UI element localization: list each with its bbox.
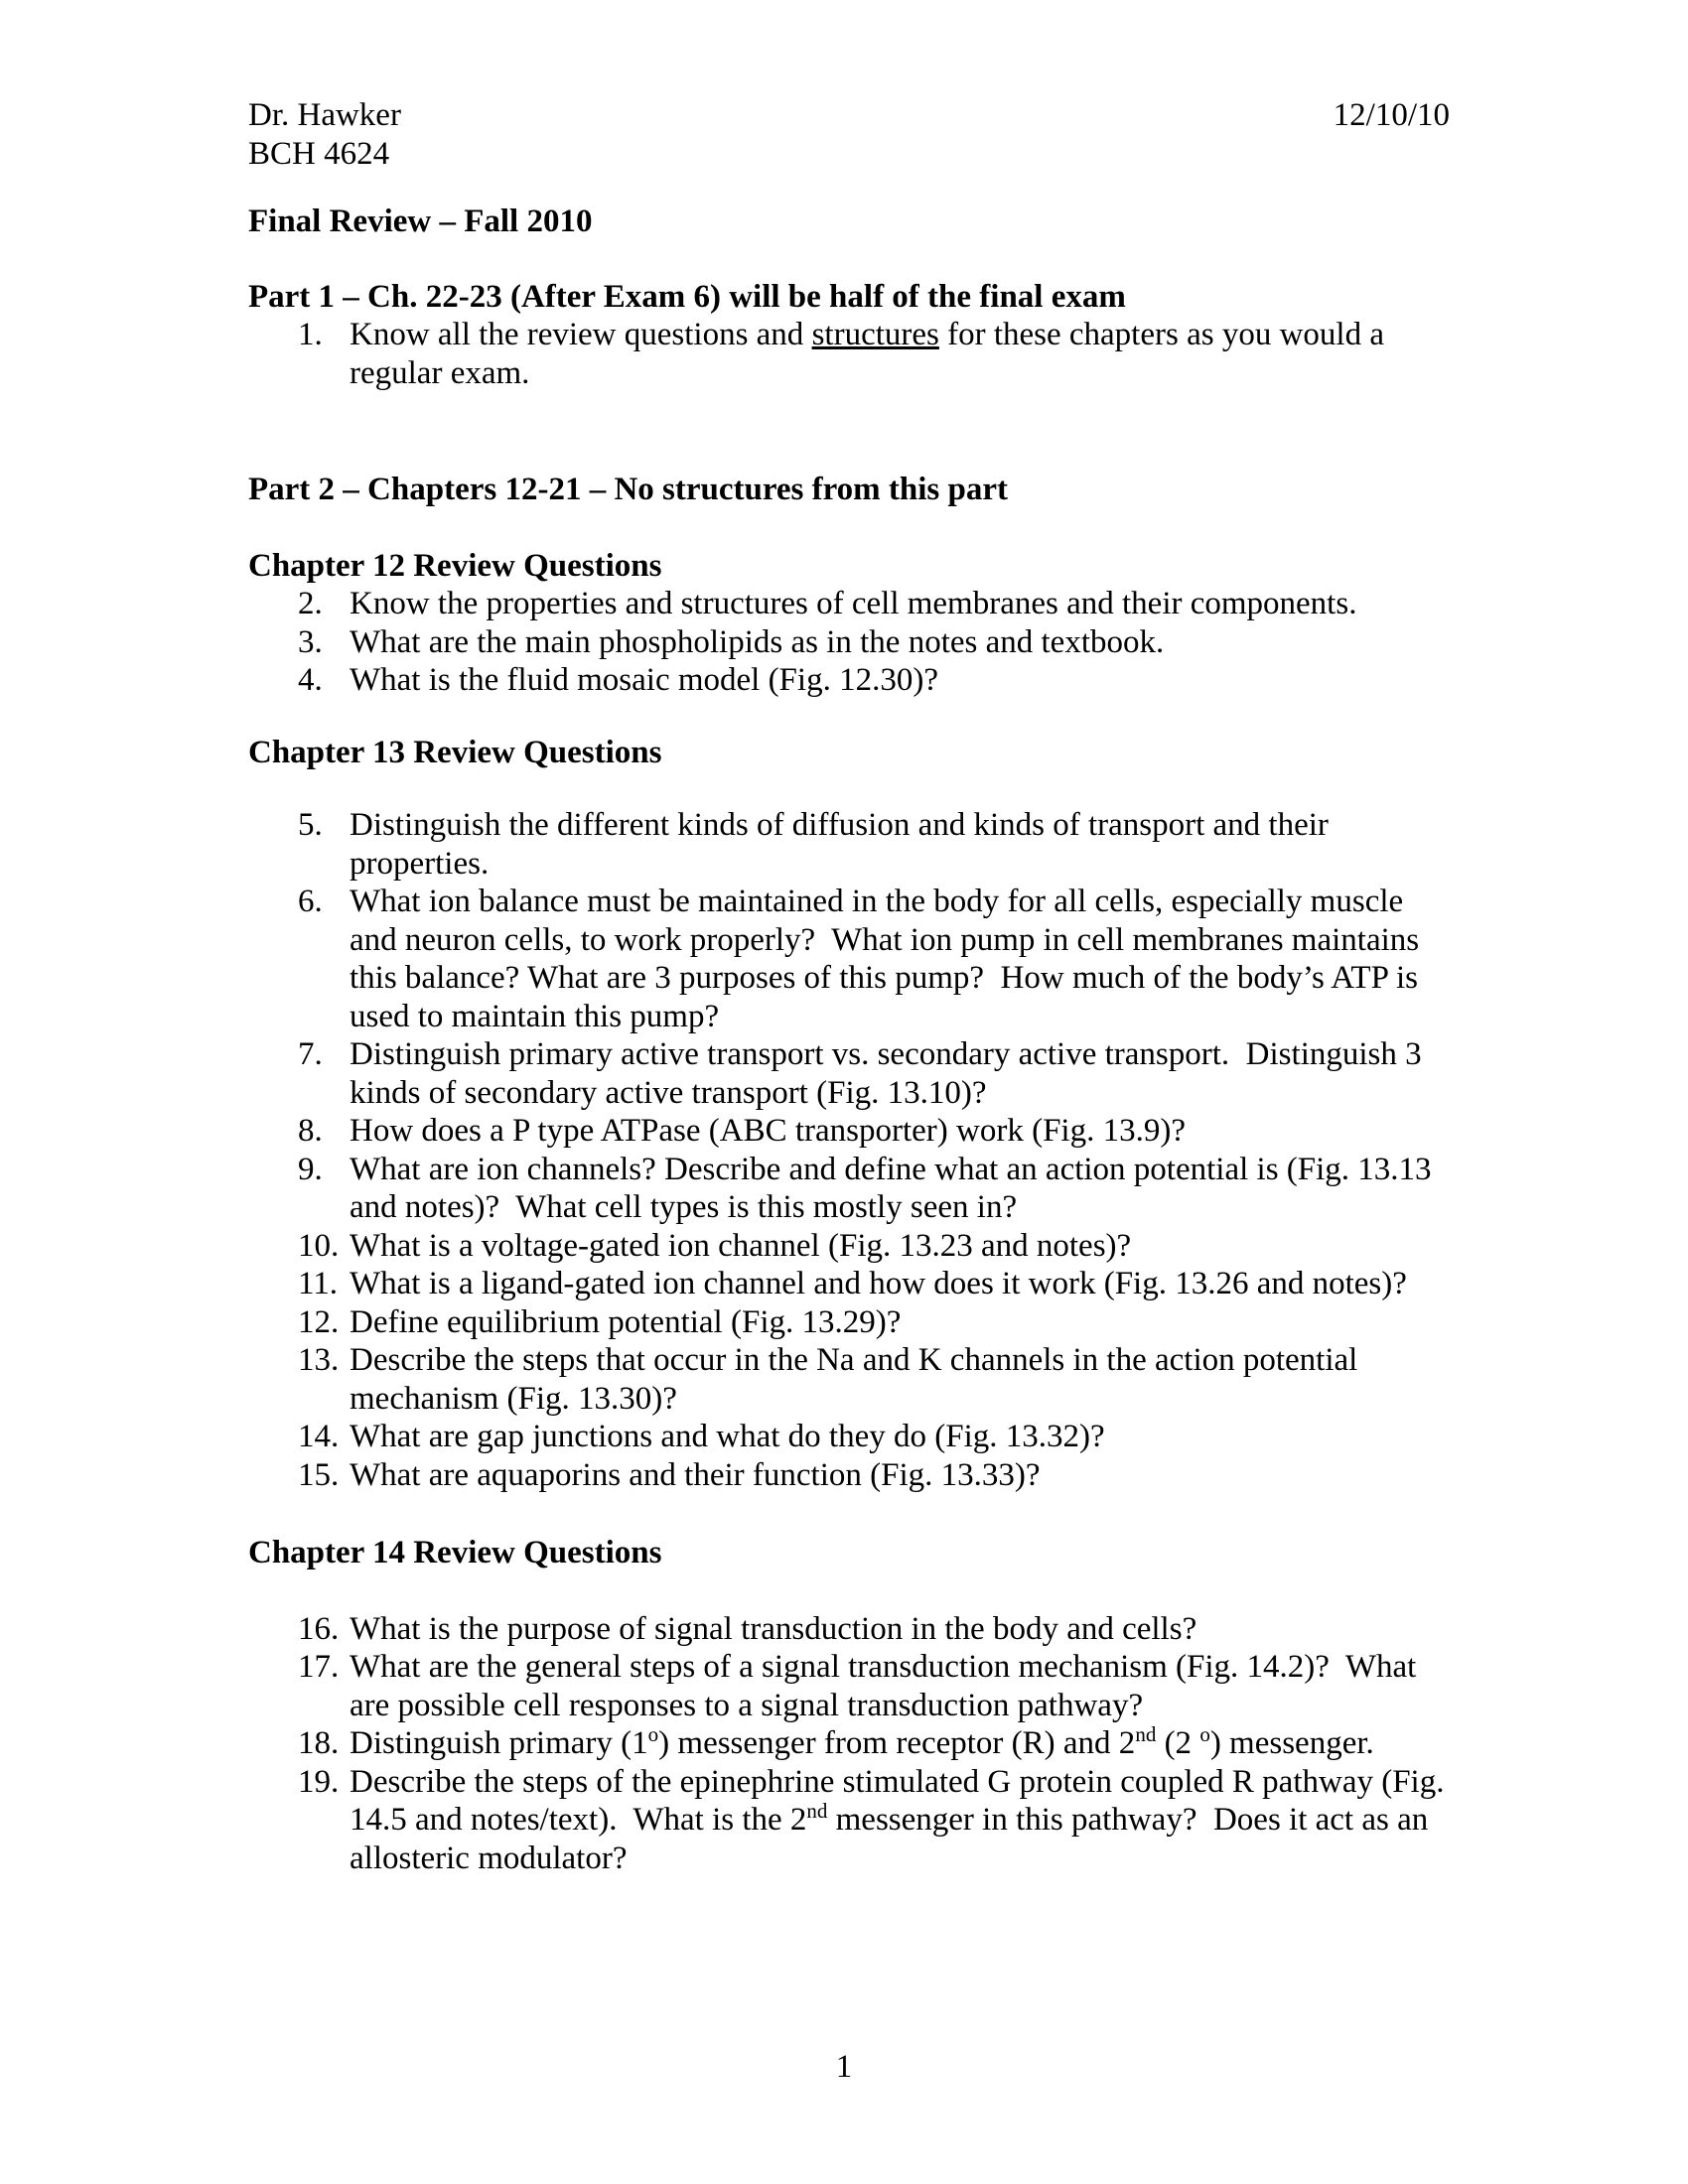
superscript-text: o — [1199, 1722, 1210, 1746]
list-item — [248, 1303, 1450, 1342]
list-item — [248, 316, 1450, 392]
list-item — [248, 1418, 1450, 1456]
item-text — [350, 1418, 1450, 1456]
item-text — [350, 1763, 1453, 1878]
item-text — [350, 1456, 1450, 1495]
section — [248, 734, 1450, 1495]
text-segment: Describe the steps of the epinephrine stimulated G protein coupled R pathway (Fig. 14.5 and notes/text). What is the 2 — [350, 1763, 1453, 1838]
text-segment: ) messenger from receptor (R) and 2 — [658, 1725, 1136, 1761]
item-text — [350, 585, 1450, 623]
text-segment: Know all the review questions and — [350, 317, 812, 352]
section — [248, 1534, 1453, 1877]
document-title: Final Review – Fall 2010 — [248, 204, 593, 239]
text-segment: What are gap junctions and what do they do (Fig. 13.32)? — [350, 1419, 1105, 1454]
list-item — [248, 585, 1450, 623]
text-segment: (2 — [1156, 1725, 1200, 1761]
text-segment: messenger in this pathway? Does it act as an allosteric modulator? — [350, 1802, 1437, 1876]
text-segment: What are the general steps of a signal transduction mechanism (Fig. 14.2)? What are possible cell responses to a signal transduction pathway? — [350, 1649, 1425, 1723]
superscript-text: o — [647, 1722, 659, 1746]
item-number: 18. — [298, 1725, 340, 1761]
item-number: 5. — [298, 807, 323, 843]
item-text — [350, 1724, 1450, 1763]
list-item — [248, 806, 1450, 883]
text-segment: Distinguish the different kinds of diffusion and kinds of transport and their properties. — [350, 807, 1337, 882]
list-item — [248, 1456, 1450, 1495]
item-text — [350, 1341, 1450, 1418]
text-segment: What is the fluid mosaic model (Fig. 12.30)? — [350, 662, 938, 698]
author-name: Dr. Hawker — [248, 97, 401, 133]
text-segment: Define equilibrium potential (Fig. 13.29)? — [350, 1303, 902, 1340]
item-number: 19. — [298, 1763, 340, 1800]
list-item — [248, 661, 1450, 700]
list-item — [248, 1035, 1450, 1112]
item-text — [350, 661, 1450, 700]
section-heading: Part 1 – Ch. 22-23 (After Exam 6) will be half of the final exam — [248, 278, 1126, 315]
text-segment: What is a voltage-gated ion channel (Fig. 13.23 and notes)? — [350, 1227, 1132, 1264]
section-heading: Chapter 12 Review Questions — [248, 547, 662, 584]
item-number: 2. — [298, 586, 323, 621]
text-segment: What are the main phospholipids as in the notes and textbook. — [350, 623, 1165, 660]
list-item — [248, 623, 1450, 662]
text-segment: for these chapters as you would a regular exam. — [350, 317, 1393, 391]
item-number: 9. — [298, 1151, 323, 1187]
item-text — [350, 316, 1450, 392]
item-text — [350, 806, 1450, 883]
item-number: 12. — [298, 1303, 340, 1340]
list-item — [248, 883, 1450, 1035]
item-number: 11. — [298, 1266, 339, 1301]
text-segment: What ion balance must be maintained in the body for all cells, especially muscle and neuron cells, to work properly? What ion pump in cell membranes maintains this balance? What are 3 purposes of this pump? How much of the body’s ATP is used to maintain this pump? — [350, 884, 1428, 1034]
course-code: BCH 4624 — [248, 135, 390, 172]
item-number: 3. — [298, 623, 323, 660]
item-number: 7. — [298, 1036, 323, 1072]
item-text — [350, 883, 1450, 1035]
superscript-text: nd — [1135, 1722, 1157, 1746]
item-text — [350, 1151, 1450, 1227]
document-date: 12/10/10 — [1333, 97, 1450, 133]
item-text — [350, 1265, 1450, 1303]
list-item — [248, 1151, 1450, 1227]
item-text — [350, 1227, 1450, 1266]
item-text — [350, 1648, 1450, 1724]
text-segment: Know the properties and structures of cell membranes and their components. — [350, 586, 1357, 621]
text-segment: structures — [811, 317, 939, 352]
text-segment: How does a P type ATPase (ABC transporter) work (Fig. 13.9)? — [350, 1113, 1186, 1149]
text-segment: ) messenger. — [1209, 1725, 1374, 1761]
item-text — [350, 1035, 1450, 1112]
item-number: 17. — [298, 1649, 340, 1685]
text-segment: Distinguish primary active transport vs. secondary active transport. Distinguish 3 kinds of secondary active transport (Fig. 13.10)? — [350, 1036, 1430, 1111]
list-item — [248, 1341, 1450, 1418]
item-text — [350, 1303, 1450, 1342]
item-text — [350, 1112, 1450, 1151]
document-header — [248, 96, 1450, 135]
item-number: 14. — [298, 1419, 340, 1454]
section — [248, 547, 1450, 700]
question-list — [248, 585, 1450, 700]
list-item — [248, 1227, 1450, 1266]
item-number: 6. — [298, 884, 323, 919]
item-number: 15. — [298, 1456, 340, 1493]
text-segment: What is the purpose of signal transduction in the body and cells? — [350, 1610, 1197, 1647]
section — [248, 278, 1450, 393]
question-list — [248, 316, 1450, 392]
section — [248, 471, 1450, 509]
item-text — [350, 623, 1450, 662]
text-segment: What are aquaporins and their function (Fig. 13.33)? — [350, 1456, 1041, 1493]
text-segment: Distinguish primary (1 — [350, 1725, 648, 1761]
text-segment: Describe the steps that occur in the Na and K channels in the action potential mechanism (Fig. 13.30)? — [350, 1342, 1366, 1417]
question-list — [248, 1610, 1453, 1878]
section-heading: Chapter 14 Review Questions — [248, 1535, 662, 1570]
list-item — [248, 1112, 1450, 1151]
section-heading: Part 2 – Chapters 12-21 – No structures from this part — [248, 472, 1009, 507]
section-heading: Chapter 13 Review Questions — [248, 734, 662, 770]
text-segment: What are ion channels? Describe and define what an action potential is (Fig. 13.13 and notes)? What cell types is this mostly seen in? — [350, 1151, 1440, 1225]
list-item — [248, 1763, 1453, 1878]
item-number: 1. — [298, 317, 323, 352]
sections-container — [248, 278, 1453, 1878]
item-number: 16. — [298, 1610, 340, 1647]
item-text — [350, 1610, 1450, 1649]
item-number: 13. — [298, 1342, 340, 1378]
item-number: 4. — [298, 662, 323, 698]
question-list — [248, 806, 1450, 1494]
list-item — [248, 1610, 1450, 1649]
list-item — [248, 1648, 1450, 1724]
text-segment: What is a ligand-gated ion channel and how does it work (Fig. 13.26 and notes)? — [350, 1266, 1407, 1301]
item-number: 8. — [298, 1113, 323, 1149]
list-item — [248, 1265, 1450, 1303]
item-number: 10. — [298, 1227, 340, 1264]
list-item — [248, 1724, 1450, 1763]
superscript-text: nd — [806, 1799, 828, 1823]
page-number: 1 — [835, 2049, 853, 2085]
